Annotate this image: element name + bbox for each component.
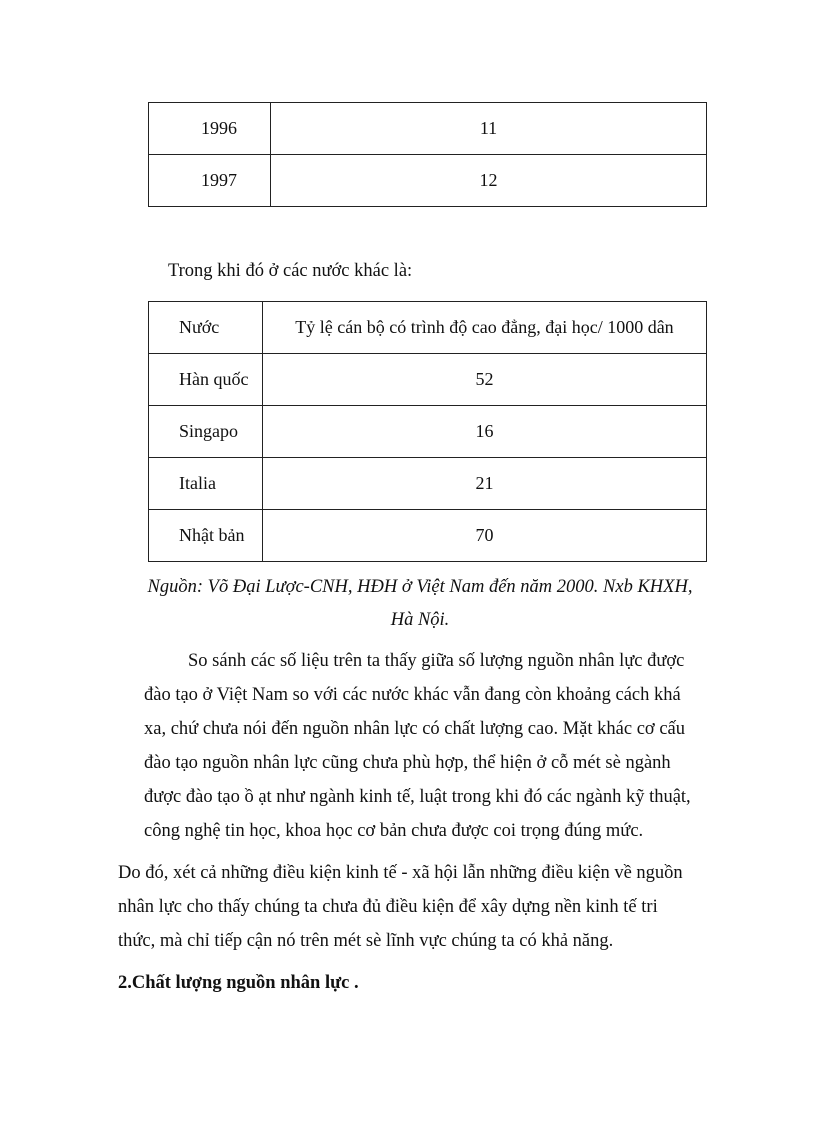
paragraph-line: công nghệ tin học, khoa học cơ bản chưa được coi trọng đúng mức. bbox=[144, 821, 644, 841]
country-cell: Hàn quốc bbox=[149, 354, 263, 406]
table-continued bbox=[148, 102, 707, 207]
section-heading: 2.Chất lượng nguồn nhân lực . bbox=[118, 973, 359, 993]
table-header-row bbox=[149, 302, 707, 354]
paragraph-line: xa, chứ chưa nói đến nguồn nhân lực có chất lượng cao. Mặt khác cơ cấu bbox=[144, 719, 685, 739]
country-cell: Italia bbox=[149, 458, 263, 510]
table-row bbox=[149, 155, 707, 207]
value-cell: 52 bbox=[263, 354, 707, 406]
paragraph-line: thức, mà chỉ tiếp cận nó trên mét sè lĩnh vực chúng ta có khả năng. bbox=[118, 931, 614, 951]
conclusion-paragraph bbox=[118, 856, 708, 958]
intro-text: Trong khi đó ở các nước khác là: bbox=[168, 261, 413, 281]
table-countries bbox=[148, 301, 707, 562]
comparison-paragraph bbox=[144, 644, 704, 848]
source-line: Nguồn: Võ Đại Lược-CNH, HĐH ở Việt Nam đến năm 2000. Nxb KHXH, bbox=[147, 577, 693, 597]
year-cell: 1996 bbox=[149, 103, 271, 155]
value-cell: 12 bbox=[271, 155, 707, 207]
paragraph-line: được đào tạo ồ ạt như ngành kinh tế, luật trong khi đó các ngành kỹ thuật, bbox=[144, 787, 691, 807]
country-cell: Singapo bbox=[149, 406, 263, 458]
paragraph-line: So sánh các số liệu trên ta thấy giữa số lượng nguồn nhân lực được bbox=[188, 651, 685, 671]
paragraph-line: nhân lực cho thấy chúng ta chưa đủ điều kiện để xây dựng nền kinh tế tri bbox=[118, 897, 658, 917]
value-cell: 16 bbox=[263, 406, 707, 458]
source-citation bbox=[140, 571, 700, 637]
header-country: Nước bbox=[149, 302, 263, 354]
table-row bbox=[149, 354, 707, 406]
value-cell: 70 bbox=[263, 510, 707, 562]
table-row bbox=[149, 458, 707, 510]
value-cell: 11 bbox=[271, 103, 707, 155]
table-row bbox=[149, 406, 707, 458]
paragraph-line: đào tạo ở Việt Nam so với các nước khác vẫn đang còn khoảng cách khá bbox=[144, 685, 681, 705]
source-line: Hà Nội. bbox=[390, 610, 450, 630]
country-cell: Nhật bản bbox=[149, 510, 263, 562]
paragraph-line: đào tạo nguồn nhân lực cũng chưa phù hợp, thể hiện ở cỗ mét sè ngành bbox=[144, 753, 671, 773]
table-row bbox=[149, 103, 707, 155]
header-rate: Tỷ lệ cán bộ có trình độ cao đẳng, đại học/ 1000 dân bbox=[263, 302, 707, 354]
year-cell: 1997 bbox=[149, 155, 271, 207]
value-cell: 21 bbox=[263, 458, 707, 510]
paragraph-line: Do đó, xét cả những điều kiện kinh tế - xã hội lẫn những điều kiện về nguồn bbox=[118, 863, 683, 883]
table-row bbox=[149, 510, 707, 562]
